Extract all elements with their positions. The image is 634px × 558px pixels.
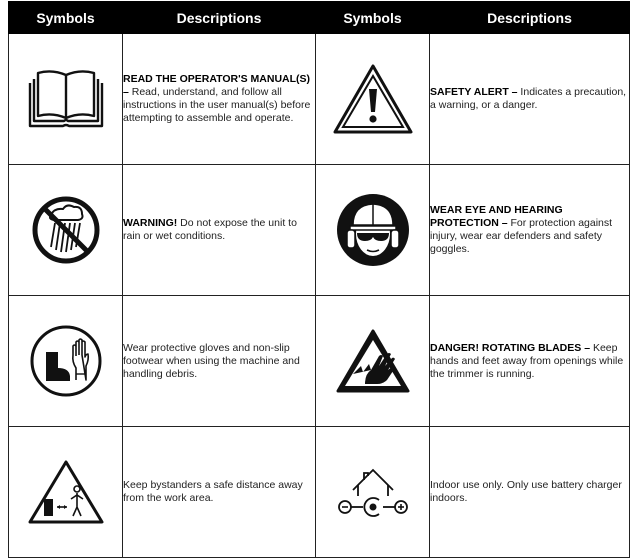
bystanders-distance-icon (27, 459, 105, 525)
symbol-cell (9, 427, 123, 558)
symbol-cell (9, 165, 123, 296)
table-row (9, 165, 630, 296)
description-bold: READ THE OPERATOR'S MANUAL(S) – (123, 73, 311, 98)
table-row (9, 296, 630, 427)
description-text: Keep bystanders a safe distance away from the work area. (123, 479, 303, 504)
safety-alert-icon (332, 63, 414, 135)
description-cell (430, 165, 630, 296)
description-text: Indoor use only. Only use battery charger indoors. (430, 479, 622, 504)
description-bold: SAFETY ALERT – (430, 86, 518, 98)
description-cell (123, 165, 316, 296)
description-bold: WEAR EYE AND HEARING PROTECTION – (430, 204, 563, 229)
header-descriptions: Descriptions (430, 2, 630, 34)
rotating-blades-icon (335, 328, 411, 394)
no-rain-icon (31, 195, 101, 265)
description-cell (430, 34, 630, 165)
header-symbols: Symbols (316, 2, 430, 34)
operator-manual-icon (27, 68, 105, 130)
symbol-cell (316, 165, 430, 296)
description-cell (123, 34, 316, 165)
description-text: Keep hands and feet away from openings while the trimmer is running. (430, 341, 624, 380)
description-bold: WARNING! (123, 217, 178, 229)
header-symbols: Symbols (9, 2, 123, 34)
symbols-table (8, 1, 630, 558)
symbol-cell (9, 296, 123, 427)
symbol-cell (316, 296, 430, 427)
description-cell (430, 296, 630, 427)
description-text: Wear protective gloves and non-slip footwear when using the machine and handling debris. (123, 341, 300, 380)
description-text: Read, understand, and follow all instructions in the user manual(s) before attempting to assemble and operate. (123, 86, 311, 124)
description-text: Indicates a precaution, a warning, or a danger. (430, 86, 627, 111)
indoor-charger-icon (337, 462, 409, 522)
gloves-footwear-icon (29, 324, 103, 398)
symbol-cell (9, 34, 123, 165)
symbol-cell (316, 34, 430, 165)
description-cell (123, 296, 316, 427)
description-text: For protection against injury, wear ear defenders and safety goggles. (430, 217, 613, 255)
table-row (9, 34, 630, 165)
header-row (9, 2, 630, 34)
symbol-cell (316, 427, 430, 558)
description-cell (123, 427, 316, 558)
description-text: Do not expose the unit to rain or wet conditions. (123, 217, 297, 242)
description-cell (430, 427, 630, 558)
header-descriptions: Descriptions (123, 2, 316, 34)
eye-hearing-protection-icon (335, 192, 411, 268)
description-bold: DANGER! ROTATING BLADES – (430, 341, 591, 354)
table-row (9, 427, 630, 558)
